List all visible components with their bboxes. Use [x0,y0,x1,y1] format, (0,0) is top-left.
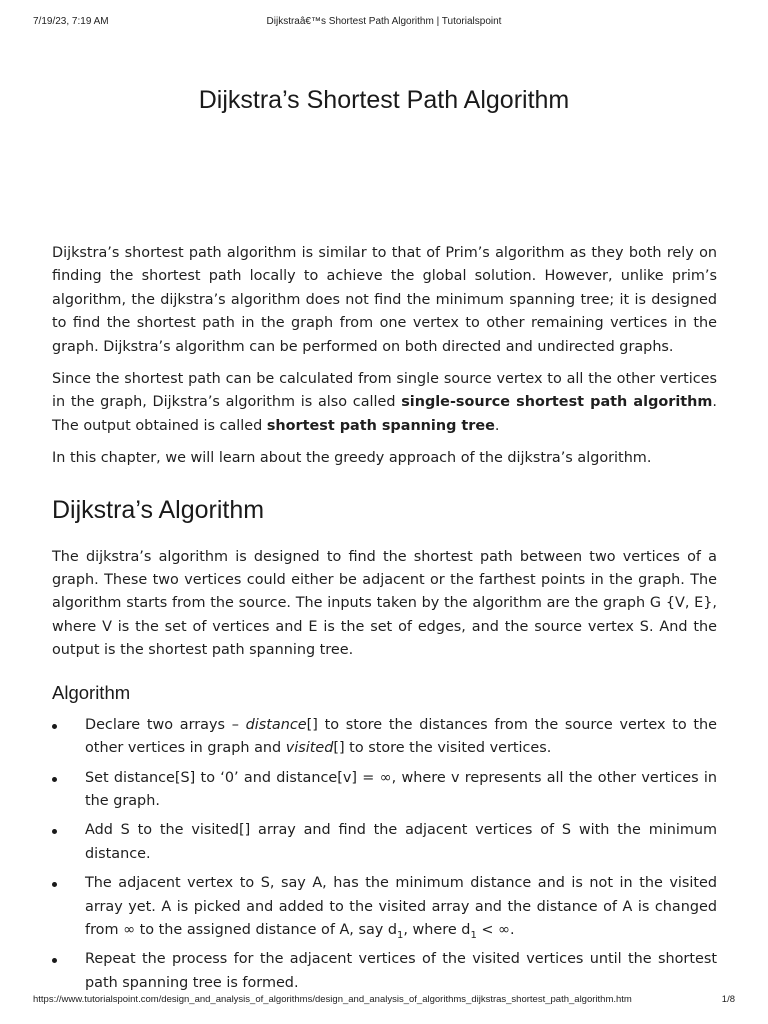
list-item: The adjacent vertex to S, say A, has the minimum distance and is not in the visited array yet. A is picked and added to the visited array and the distance of A is changed from ∞ to the assigned distance of A, say $d_1$, where $d_1$ < ∞. [52,872,717,942]
print-date: 7/19/23, 7:19 AM [33,16,109,27]
list-item: Add S to the visited[] array and find the adjacent vertices of S with the minimum distance. [52,819,717,866]
list-item: Declare two arrays – distance[] to store the distances from the source vertex to the other vertices in graph and visited[] to store the visited vertices. [52,714,717,761]
print-footer [33,994,735,1008]
list-item: Set distance[S] to ‘0’ and distance[v] = ∞, where v represents all the other vertices in the graph. [52,767,717,814]
algorithm-subheading: Algorithm [52,681,131,703]
print-doc-title: Dijkstraâ€™s Shortest Path Algorithm | Tutorialspoint [266,16,502,27]
intro-paragraph-1: Dijkstra’s shortest path algorithm is similar to that of Prim’s algorithm as they both rely on finding the shortest path locally to achieve the global solution. However, unlike prim’s algorithm, the dijkstra’s algorithm does not find the minimum spanning tree; it is designed to find the shortest path in the graph from one vertex to other remaining vertices in the graph. Dijkstra’s algorithm can be performed on both directed and undirected graphs. [52,245,717,355]
list-item: Repeat the process for the adjacent vertices of the visited vertices until the shortest path spanning tree is formed. [52,948,717,995]
intro-paragraph-2: Since the shortest path can be calculated from single source vertex to all the other vertices in the graph, Dijkstra’s algorithm is also called single-source shortest path algorithm. The output obtained is called shortest path spanning tree. [52,371,717,434]
page-number: 1/8 [721,994,735,1005]
bullet-icon [52,882,57,887]
bullet-icon [52,958,57,963]
page-title: Dijkstra’s Shortest Path Algorithm [198,86,570,114]
article-body [52,242,717,1001]
section-heading: Dijkstra’s Algorithm [52,495,265,524]
term-spanning-tree: shortest path spanning tree [266,417,495,434]
print-header [33,16,735,30]
bullet-icon [52,829,57,834]
bullet-icon [52,777,57,782]
algorithm-steps-list [52,714,717,995]
page-url: https://www.tutorialspoint.com/design_and_analysis_of_algorithms/design_and_analysis_of_algorithms_dijkstras_shortest_path_algorithm.htm [33,994,632,1005]
term-single-source: single-source shortest path algorithm [401,394,713,411]
section-paragraph-1: The dijkstra’s algorithm is designed to find the shortest path between two vertices of a graph. These two vertices could either be adjacent or the farthest points in the graph. The algorithm starts from the source. The inputs taken by the algorithm are the graph G {V, E}, where V is the set of vertices and E is the set of edges, and the source vertex S. And the output is the shortest path spanning tree. [52,548,717,659]
bullet-icon [52,724,57,729]
intro-paragraph-3: In this chapter, we will learn about the greedy approach of the dijkstra’s algorithm. [52,450,652,467]
